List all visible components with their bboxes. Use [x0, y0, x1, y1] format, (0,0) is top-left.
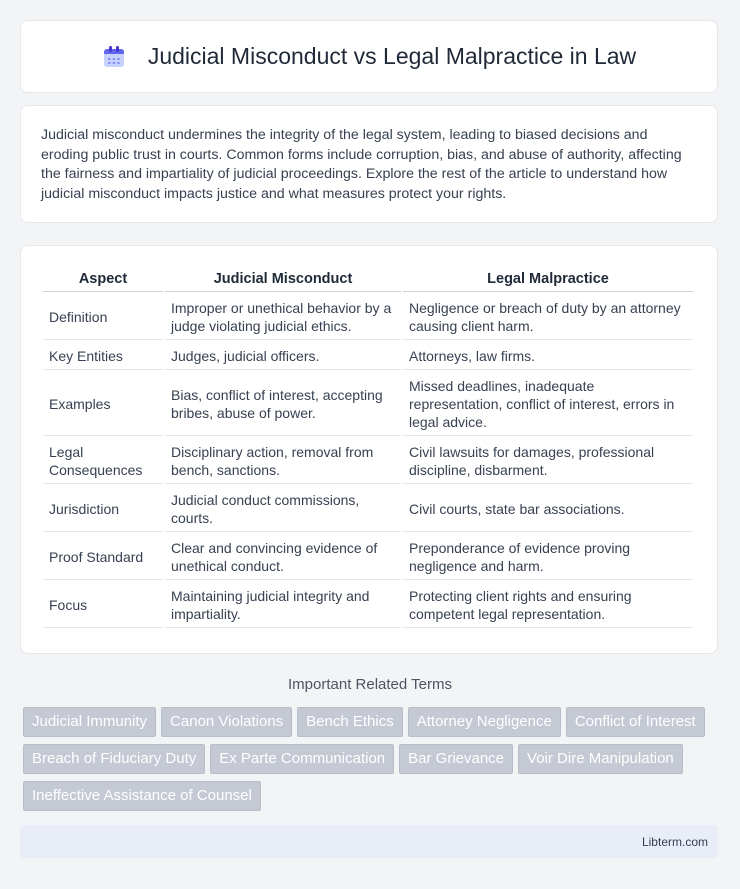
- table-row: [43, 486, 693, 532]
- tag-canon-violations[interactable]: Canon Violations: [161, 707, 292, 737]
- table-cell: Legal Consequences: [43, 438, 163, 484]
- table-cell: Examples: [43, 372, 163, 436]
- table-cell: Judges, judicial officers.: [165, 342, 401, 370]
- table-row: [43, 294, 693, 340]
- comparison-card: [20, 245, 718, 654]
- page-title: Judicial Misconduct vs Legal Malpractice in Law: [147, 43, 637, 69]
- table-cell: Preponderance of evidence proving negligence and harm.: [403, 534, 693, 580]
- title-card: [20, 20, 718, 93]
- tag-ex-parte-communication[interactable]: Ex Parte Communication: [210, 744, 394, 774]
- header-judicial-misconduct: Judicial Misconduct: [165, 268, 401, 292]
- header-legal-malpractice: Legal Malpractice: [403, 268, 693, 292]
- table-row: [43, 342, 693, 370]
- table-cell: Key Entities: [43, 342, 163, 370]
- tag-ineffective-assistance-of-counsel[interactable]: Ineffective Assistance of Counsel: [23, 781, 261, 811]
- table-header-row: [43, 268, 693, 292]
- table-cell: Civil courts, state bar associations.: [403, 486, 693, 532]
- table-cell: Maintaining judicial integrity and impartiality.: [165, 582, 401, 628]
- table-cell: Definition: [43, 294, 163, 340]
- table-row: [43, 534, 693, 580]
- table-cell: Jurisdiction: [43, 486, 163, 532]
- table-cell: Protecting client rights and ensuring competent legal representation.: [403, 582, 693, 628]
- comparison-table: [41, 266, 695, 630]
- intro-text: Judicial misconduct undermines the integrity of the legal system, leading to biased decisions and eroding public trust in courts. Common forms include corruption, bias, and abuse of authority, affecting the fairness and impartiality of judicial proceedings. Explore the rest of the article to understand how judicial misconduct impacts justice and what measures protect your rights.: [41, 127, 682, 202]
- table-cell: Focus: [43, 582, 163, 628]
- intro-card: [20, 105, 718, 223]
- table-row: [43, 582, 693, 628]
- tag-voir-dire-manipulation[interactable]: Voir Dire Manipulation: [518, 744, 683, 774]
- table-cell: Civil lawsuits for damages, professional discipline, disbarment.: [403, 438, 693, 484]
- tag-attorney-negligence[interactable]: Attorney Negligence: [408, 707, 561, 737]
- footer-site-link[interactable]: Libterm.com: [641, 835, 708, 849]
- table-row: [43, 372, 693, 436]
- table-cell: Attorneys, law firms.: [403, 342, 693, 370]
- table-cell: Clear and convincing evidence of unethical conduct.: [165, 534, 401, 580]
- related-terms-heading: Important Related Terms: [288, 676, 452, 693]
- table-cell: Disciplinary action, removal from bench, sanctions.: [165, 438, 401, 484]
- table-cell: Improper or unethical behavior by a judge violating judicial ethics.: [165, 294, 401, 340]
- footer: [20, 825, 718, 858]
- tag-bench-ethics[interactable]: Bench Ethics: [297, 707, 403, 737]
- tag-breach-of-fiduciary-duty[interactable]: Breach of Fiduciary Duty: [23, 744, 205, 774]
- table-cell: Proof Standard: [43, 534, 163, 580]
- tag-conflict-of-interest[interactable]: Conflict of Interest: [566, 707, 705, 737]
- tag-bar-grievance[interactable]: Bar Grievance: [399, 744, 513, 774]
- related-terms-tags: [23, 707, 723, 818]
- table-cell: Missed deadlines, inadequate representation, conflict of interest, errors in legal advice.: [403, 372, 693, 436]
- table-cell: Negligence or breach of duty by an attorney causing client harm.: [403, 294, 693, 340]
- header-aspect: Aspect: [43, 268, 163, 292]
- tag-judicial-immunity[interactable]: Judicial Immunity: [23, 707, 156, 737]
- table-row: [43, 438, 693, 484]
- table-cell: Bias, conflict of interest, accepting bribes, abuse of power.: [165, 372, 401, 436]
- calendar-icon: [102, 45, 126, 69]
- table-cell: Judicial conduct commissions, courts.: [165, 486, 401, 532]
